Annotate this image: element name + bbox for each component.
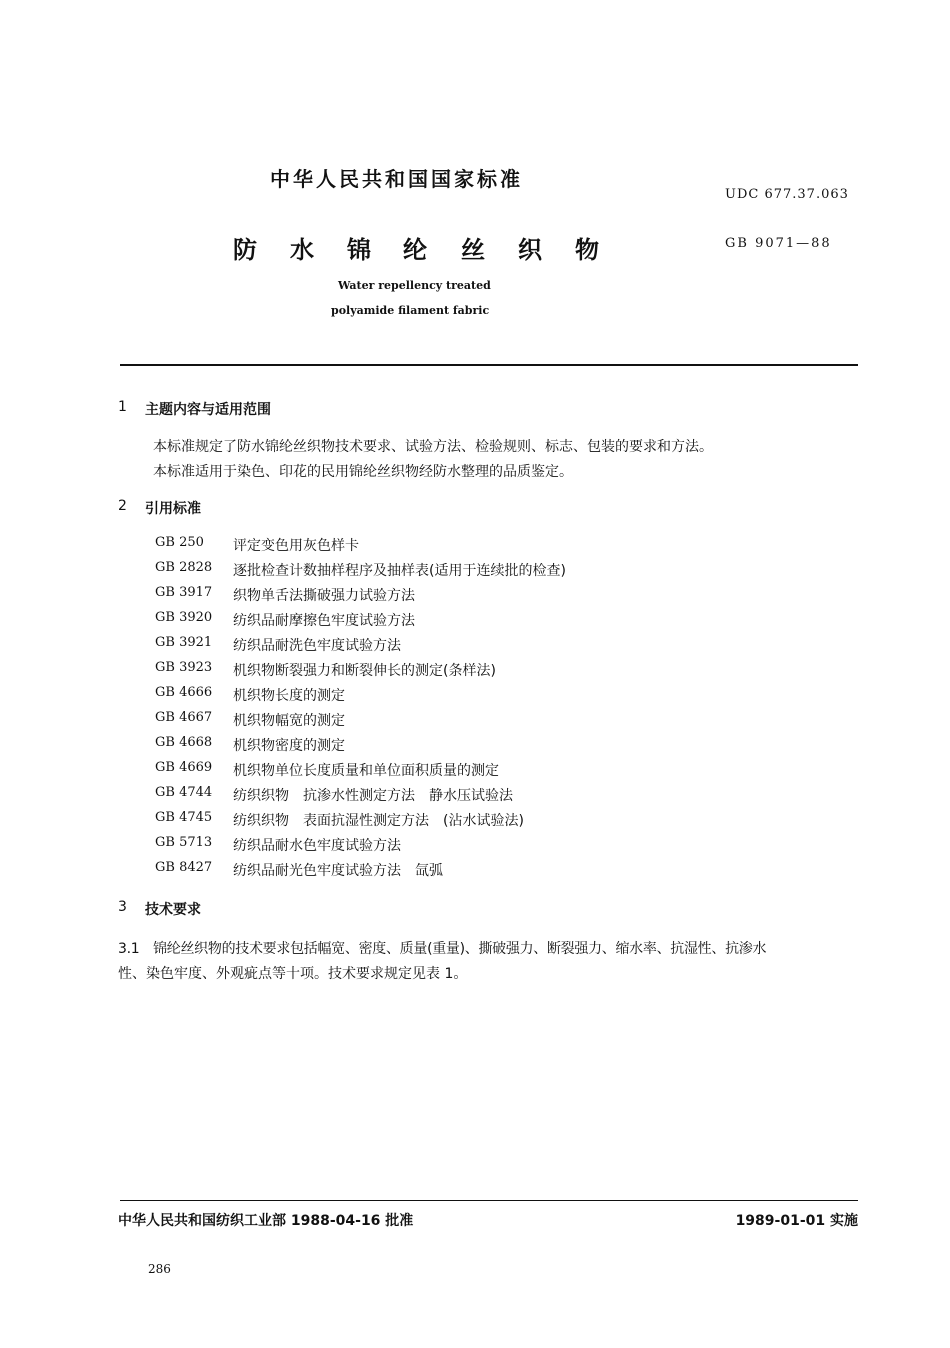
reference-name: 机织物单位长度质量和单位面积质量的测定 <box>233 763 499 779</box>
footer-rule <box>120 1200 858 1201</box>
title-char: 水 <box>290 236 314 264</box>
reference-code: GB 4668 <box>155 735 213 750</box>
page-number: 286 <box>148 1262 171 1276</box>
reference-name: 评定变色用灰色样卡 <box>233 538 359 554</box>
reference-code: GB 3921 <box>155 635 213 650</box>
reference-name: 逐批检查计数抽样程序及抽样表(适用于连续批的检查) <box>233 563 566 579</box>
section-1-paragraph-2: 本标准适用于染色、印花的民用锦纶丝织物经防水整理的品质鉴定。 <box>153 464 573 480</box>
reference-name: 机织物密度的测定 <box>233 738 345 754</box>
section-number: 2 <box>118 498 127 514</box>
standard-org-heading: 中华人民共和国国家标准 <box>270 167 523 191</box>
section-1-paragraph-1: 本标准规定了防水锦纶丝织物技术要求、试验方法、检验规则、标志、包装的要求和方法。 <box>153 439 713 455</box>
section-title: 主题内容与适用范围 <box>145 402 271 418</box>
reference-name: 机织物幅宽的测定 <box>233 713 345 729</box>
section-number: 1 <box>118 399 127 415</box>
reference-code: GB 250 <box>155 535 204 550</box>
reference-name: 纺织品耐洗色牢度试验方法 <box>233 638 401 654</box>
reference-code: GB 4744 <box>155 785 213 800</box>
reference-code: GB 8427 <box>155 860 213 875</box>
section-title: 引用标准 <box>145 501 201 517</box>
reference-code: GB 4669 <box>155 760 213 775</box>
title-char: 纶 <box>403 236 427 264</box>
english-title-line-2: polyamide filament fabric <box>331 304 490 317</box>
title-char: 锦 <box>347 236 371 264</box>
section-title: 技术要求 <box>145 902 201 918</box>
reference-code: GB 5713 <box>155 835 213 850</box>
effective-date: 1989-01-01 实施 <box>735 1213 858 1229</box>
reference-code: GB 2828 <box>155 560 213 575</box>
reference-name: 纺织品耐光色牢度试验方法 氙弧 <box>233 863 443 879</box>
title-char: 防 <box>233 236 257 264</box>
reference-code: GB 3920 <box>155 610 213 625</box>
approval-line: 中华人民共和国纺织工业部 1988-04-16 批准 <box>118 1213 414 1229</box>
reference-name: 纺织品耐水色牢度试验方法 <box>233 838 401 854</box>
english-title-line-1: Water repellency treated <box>338 279 491 292</box>
title-char: 织 <box>518 236 542 264</box>
section-3-paragraph-line-2: 性、染色牢度、外观疵点等十项。技术要求规定见表 1。 <box>118 966 468 982</box>
reference-name: 织物单舌法撕破强力试验方法 <box>233 588 415 604</box>
reference-name: 纺织织物 抗渗水性测定方法 静水压试验法 <box>233 788 513 804</box>
section-3-paragraph-line-1: 3.1 锦纶丝织物的技术要求包括幅宽、密度、质量(重量)、撕破强力、断裂强力、缩水率、抗湿性、抗渗水 <box>118 941 767 957</box>
reference-name: 纺织织物 表面抗湿性测定方法 (沾水试验法) <box>233 813 524 829</box>
title-char: 丝 <box>461 236 485 264</box>
reference-name: 纺织品耐摩擦色牢度试验方法 <box>233 613 415 629</box>
header-rule <box>120 364 858 366</box>
reference-code: GB 3917 <box>155 585 213 600</box>
section-number: 3 <box>118 899 127 915</box>
udc-code: UDC 677.37.063 <box>725 187 849 202</box>
reference-code: GB 4666 <box>155 685 213 700</box>
reference-code: GB 3923 <box>155 660 213 675</box>
title-char: 物 <box>575 236 599 264</box>
reference-name: 机织物断裂强力和断裂伸长的测定(条样法) <box>233 663 496 679</box>
gb-code: GB 9071—88 <box>725 236 832 251</box>
reference-name: 机织物长度的测定 <box>233 688 345 704</box>
reference-code: GB 4745 <box>155 810 213 825</box>
reference-code: GB 4667 <box>155 710 213 725</box>
